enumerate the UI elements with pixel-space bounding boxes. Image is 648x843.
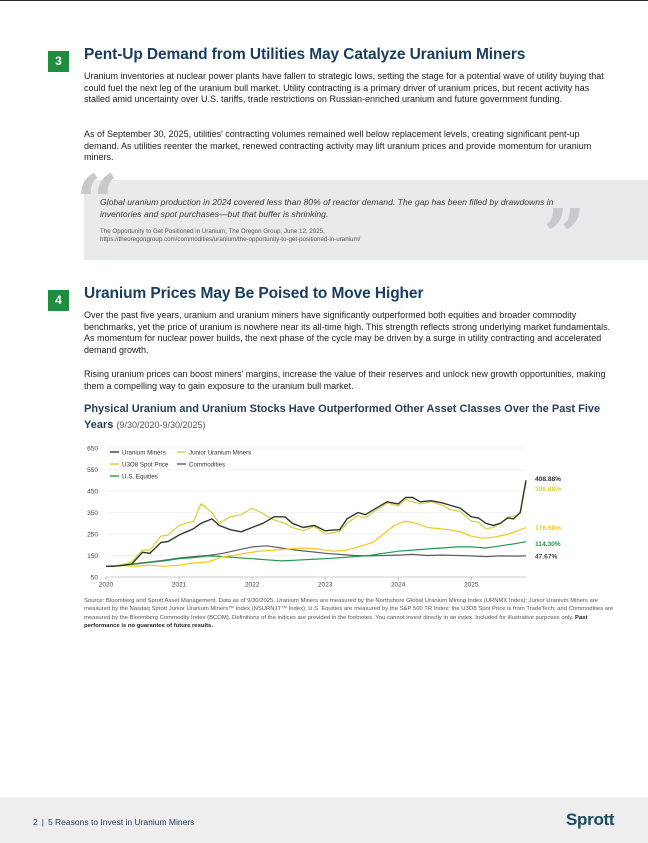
end-label-u-s-equities: 114.30% [535,541,561,549]
chart-source-note [84,597,618,631]
section-3-paragraph-2: As of September 30, 2025, utilities' contracting volumes remained well below replacement levels, creating significant pent-up demand. As utilities reenter the market, renewed contracting activity may lift uranium prices and provide momentum for uranium miners. [84,129,592,162]
y-tick-label: 650 [87,445,98,453]
series-line-junior-uranium-miners [106,482,526,566]
y-tick-label: 450 [87,488,98,496]
x-tick-label: 2022 [244,581,260,589]
legend-label-commodities: Commodities [189,461,226,469]
x-tick-label: 2021 [171,581,187,589]
legend-label-u-s-equities: U.S. Equities [122,473,158,481]
y-tick-label: 50 [90,574,98,582]
legend-label-uranium-miners: Uranium Miners [122,449,166,457]
pull-quote-source-url[interactable]: https://theoregongroup.com/commodities/uranium/the-opportunity-to-get-positioned-in-uranium/ [100,236,361,244]
pull-quote-source-citation: The Opportunity to Get Positioned in Uranium, The Oregon Group, June 12, 2025, [100,228,325,235]
sprott-logo: Sprott [566,810,615,829]
x-tick-label: 2025 [463,581,479,589]
open-quote-icon: “ [76,160,119,246]
x-tick-label: 2023 [317,581,333,589]
y-tick-label: 350 [87,510,98,517]
series-line-uranium-miners [106,480,526,566]
section-3-paragraph-1: Uranium inventories at nuclear power plants have fallen to strategic lows, setting the stage for a potential wave of utility buying that could fuel the next leg of the uranium bull market. Utility contracting is a primary driver of uranium prices, but recent activity has stalled amid uncertainty over U.S. tariffs, trade restrictions on Russian-enriched uranium and future government funding. [84,71,604,104]
end-label-u3o8-spot-price: 176.58% [535,525,562,533]
close-quote-icon: ” [543,194,586,280]
top-rule [0,0,648,1]
footer-label [33,817,194,827]
y-tick-label: 550 [87,467,98,474]
end-label-junior-uranium-miners: 396.88% [535,485,562,493]
x-tick-label: 2020 [98,581,114,589]
chart-title-text: Physical Uranium and Uranium Stocks Have Outperformed Other Asset Classes Over the Past Five Years [84,403,601,431]
legend-label-junior-uranium-miners: Junior Uranium Miners [189,449,252,457]
page-number: 2 [33,817,38,827]
source-note-text: Source: Bloomberg and Sprott Asset Management. Data as of 9/30/2025. Uranium Miners are measured by the Northshore Global Uranium Mining Index (URNMX Index); Junior Uranium Miners are measured by the Nasdaq Sprott Junior Uranium Miners™ Index (NSURNJT™ Index); U.S. Equities are measured by the S&P 500 TR Index; the U3O8 Spot Price is from TradeTech; and Commodities are measured by the Bloomberg Commodity Index (BCOM). Definitions of the indices are provided in the footnotes. You cannot invest directly in an index. Included for illustrative purposes only. [84,598,614,621]
performance-line-chart [84,440,584,592]
x-tick-label: 2024 [390,581,406,589]
footer-doc-title: 5 Reasons to Invest in Uranium Miners [47,817,195,827]
legend-label-u3o8-spot-price: U3O8 Spot Price [122,461,169,469]
section-4-badge: 4 [48,290,69,311]
footer-separator: | [41,817,44,827]
end-label-commodities: 47.67% [535,553,558,561]
section-3-title: Pent-Up Demand from Utilities May Catalyze Uranium Miners [84,46,526,63]
section-3-badge: 3 [48,51,69,72]
past-performance-disclaimer: Past performance is no guarantee of future results. [84,614,588,630]
series-line-u-s-equities [106,542,526,567]
section-4-paragraph-2: Rising uranium prices can boost miners' margins, increase the value of their reserves and unlock new growth opportunities, making them a compelling way to gain exposure to the uranium bull market. [84,369,606,391]
y-tick-label: 250 [87,531,98,539]
section-4-paragraph-1: Over the past five years, uranium and uranium miners have significantly outperformed both equities and broader commodity benchmarks, yet the price of uranium is nowhere near its all-time high. This strength reflects strong underlying market fundamentals. As momentum for nuclear power builds, the next phase of the cycle may be driven by a surge in utility contracting and accelerated demand growth. [84,310,611,355]
chart-title [84,402,604,433]
pull-quote-text: Global uranium production in 2024 covered less than 80% of reactor demand. The gap has been filled by drawdowns in inventories and spot purchases—but that buffer is shrinking. [100,197,554,219]
y-tick-label: 150 [87,553,98,560]
section-4-title: Uranium Prices May Be Poised to Move Higher [84,285,424,302]
chart-subtitle: (9/30/2020-9/30/2025) [116,419,206,430]
pull-quote-source [100,228,520,245]
end-label-uranium-miners: 408.88% [535,475,562,483]
